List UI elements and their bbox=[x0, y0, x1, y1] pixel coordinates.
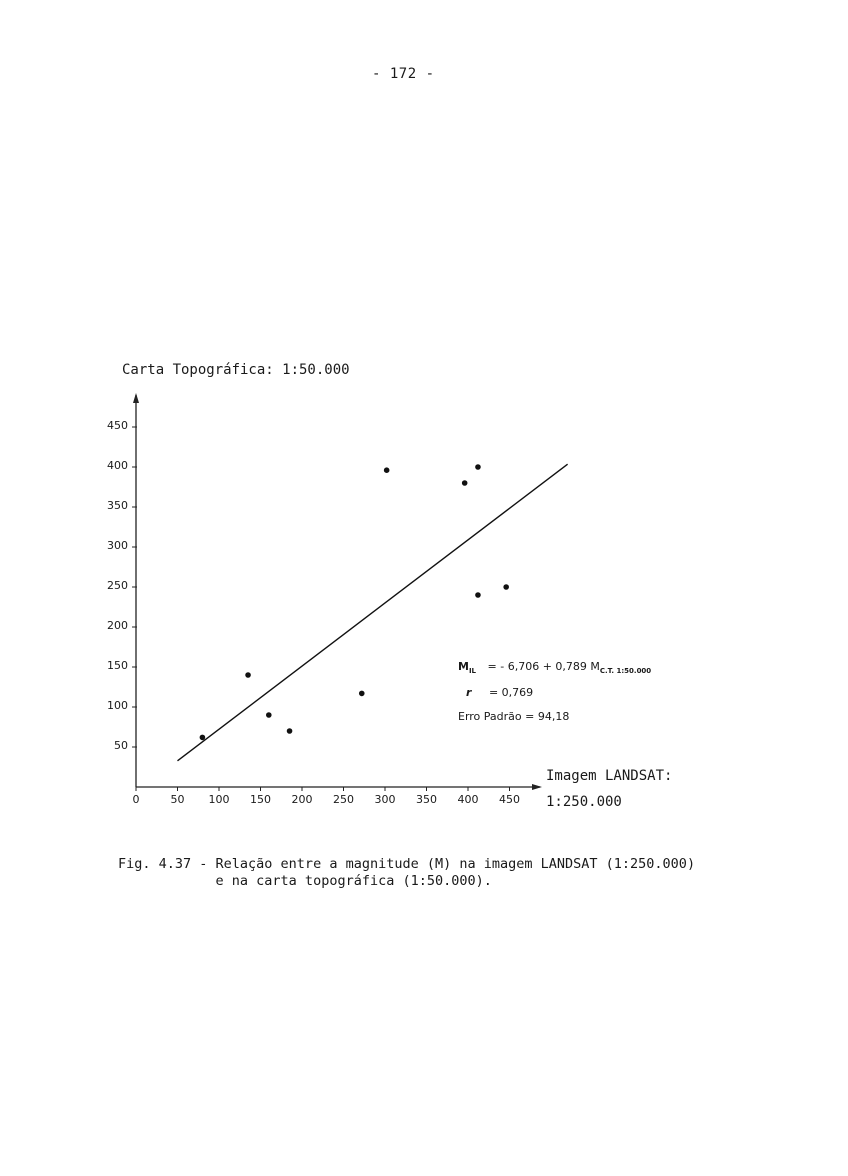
x-tick-label: 250 bbox=[333, 793, 354, 806]
data-point bbox=[200, 735, 206, 741]
data-points-group bbox=[200, 464, 509, 740]
y-axis-label: Carta Topográfica: 1:50.000 bbox=[122, 362, 350, 378]
chart-axes bbox=[132, 393, 542, 791]
y-tick-label: 100 bbox=[107, 699, 128, 712]
y-tick-label: 450 bbox=[107, 419, 128, 432]
x-tick-label: 300 bbox=[374, 793, 396, 806]
equation-symbol: M bbox=[458, 660, 469, 673]
x-axis-label-line2: 1:250.000 bbox=[546, 794, 622, 810]
data-point bbox=[245, 672, 251, 678]
x-tick-label: 0 bbox=[132, 793, 140, 806]
y-tick-label: 150 bbox=[107, 659, 128, 672]
data-point bbox=[462, 480, 468, 486]
x-tick-label: 200 bbox=[291, 793, 313, 806]
data-point bbox=[503, 584, 509, 590]
page-number: - 172 - bbox=[372, 66, 435, 82]
x-tick-label: 100 bbox=[208, 793, 230, 806]
y-tick-label: 200 bbox=[107, 619, 128, 632]
x-tick-label: 450 bbox=[499, 793, 520, 806]
equation-rhs-subscript: C.T. 1:50.000 bbox=[599, 667, 652, 675]
x-axis-label-line1: Imagem LANDSAT: bbox=[546, 768, 673, 784]
data-point bbox=[359, 691, 365, 697]
data-point bbox=[266, 712, 272, 718]
standard-error: Erro Padrão = 94,18 bbox=[458, 710, 570, 723]
y-tick-label: 250 bbox=[107, 579, 128, 592]
y-tick-label: 350 bbox=[107, 499, 128, 512]
x-tick-label: 350 bbox=[416, 793, 437, 806]
data-point bbox=[475, 592, 481, 598]
equation-rhs: = - 6,706 + 0,789 M bbox=[487, 660, 600, 673]
equation-symbol-subscript: IL bbox=[468, 667, 477, 675]
caption-line2: e na carta topográfica (1:50.000). bbox=[118, 873, 492, 889]
y-axis-arrow bbox=[133, 393, 139, 403]
y-tick-label: 50 bbox=[114, 739, 128, 752]
data-point bbox=[384, 467, 390, 473]
x-tick-label: 400 bbox=[457, 793, 479, 806]
y-tick-label: 400 bbox=[107, 459, 128, 472]
figure-caption bbox=[118, 856, 695, 890]
x-tick-label: 150 bbox=[250, 793, 271, 806]
caption-line1: Fig. 4.37 - Relação entre a magnitude (M) na imagem LANDSAT (1:250.000) bbox=[118, 856, 696, 872]
data-point bbox=[287, 728, 293, 734]
correlation-line bbox=[466, 686, 533, 699]
r-symbol: r bbox=[466, 686, 472, 699]
x-axis-arrow bbox=[532, 784, 542, 790]
r-value: = 0,769 bbox=[488, 686, 534, 699]
x-tick-label: 50 bbox=[170, 793, 185, 806]
regression-equation bbox=[458, 660, 651, 673]
y-tick-label: 300 bbox=[107, 539, 128, 552]
data-point bbox=[475, 464, 481, 470]
